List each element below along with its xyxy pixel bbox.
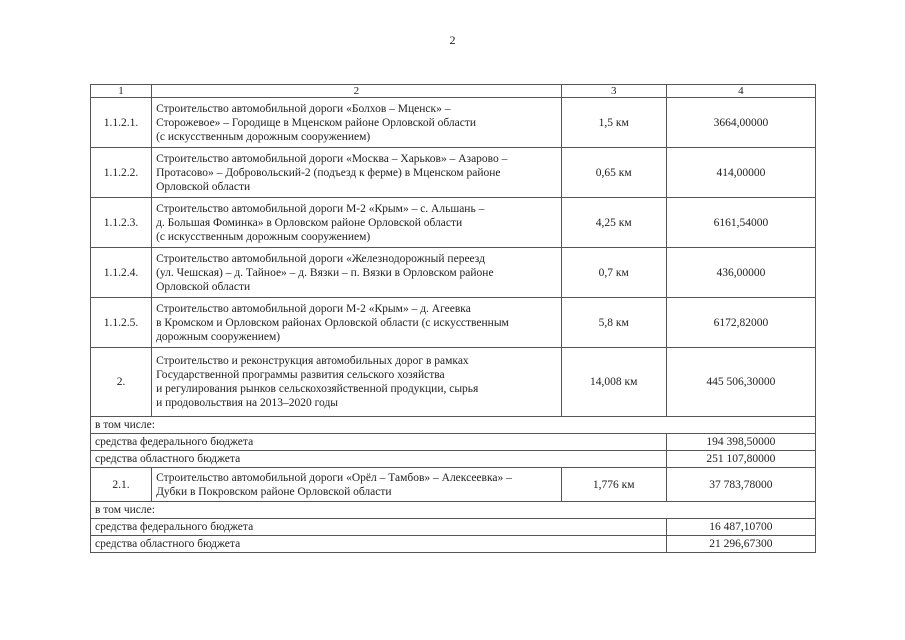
roads-table [90, 84, 816, 553]
program-including-label: в том числе: [91, 417, 816, 434]
row-number: 1.1.2.2. [91, 148, 152, 198]
row-description: Строительство автомобильной дороги М-2 «Крым» – с. Альшань – д. Большая Фоминка» в Орловском районе Орловской области (с искусственным дорожным сооружением) [152, 198, 562, 248]
program-amount: 445 506,30000 [666, 348, 815, 417]
row-amount: 6172,82000 [666, 298, 815, 348]
program-federal-row [91, 434, 816, 451]
table-row [91, 98, 816, 148]
header-col-2: 2 [152, 85, 562, 98]
program-regional-row [91, 451, 816, 468]
header-col-3: 3 [561, 85, 666, 98]
row-length: 5,8 км [561, 298, 666, 348]
page-number: 2 [449, 33, 456, 47]
row-length: 0,65 км [561, 148, 666, 198]
row-description: Строительство автомобильной дороги «Железнодорожный переезд (ул. Чешская) – д. Тайное» – д. Вязки – п. Вязки в Орловском районе Орловской области [152, 248, 562, 298]
row-length: 4,25 км [561, 198, 666, 248]
row-amount: 436,00000 [666, 248, 815, 298]
row-amount: 3664,00000 [666, 98, 815, 148]
program-row [91, 348, 816, 417]
program-federal-label: средства федерального бюджета [91, 434, 667, 451]
table-row [91, 198, 816, 248]
row-number: 1.1.2.4. [91, 248, 152, 298]
subprogram-federal-label: средства федерального бюджета [91, 519, 667, 536]
row-amount: 6161,54000 [666, 198, 815, 248]
row-length: 0,7 км [561, 248, 666, 298]
subprogram-regional-amount: 21 296,67300 [666, 536, 815, 553]
subprogram-including-row [91, 502, 816, 519]
header-col-4: 4 [666, 85, 815, 98]
subprogram-including-label: в том числе: [91, 502, 816, 519]
subprogram-federal-row [91, 519, 816, 536]
row-number: 1.1.2.5. [91, 298, 152, 348]
row-description: Строительство автомобильной дороги «Болхов – Мценск» – Сторожевое» – Городище в Мценском районе Орловской области (с искусственным дорожным сооружением) [152, 98, 562, 148]
row-number: 1.1.2.3. [91, 198, 152, 248]
table-header-row [91, 85, 816, 98]
row-length: 1,5 км [561, 98, 666, 148]
row-amount: 414,00000 [666, 148, 815, 198]
program-length: 14,008 км [561, 348, 666, 417]
subprogram-regional-row [91, 536, 816, 553]
row-number: 1.1.2.1. [91, 98, 152, 148]
subprogram-number: 2.1. [91, 468, 152, 502]
table-row [91, 248, 816, 298]
header-col-1: 1 [91, 85, 152, 98]
program-number: 2. [91, 348, 152, 417]
program-regional-label: средства областного бюджета [91, 451, 667, 468]
subprogram-regional-label: средства областного бюджета [91, 536, 667, 553]
program-regional-amount: 251 107,80000 [666, 451, 815, 468]
subprogram-length: 1,776 км [561, 468, 666, 502]
table-row [91, 298, 816, 348]
table-row [91, 148, 816, 198]
row-description: Строительство автомобильной дороги М-2 «Крым» – д. Агеевка в Кромском и Орловском районах Орловской области (с искусственным дорожным сооружением) [152, 298, 562, 348]
subprogram-row [91, 468, 816, 502]
program-description: Строительство и реконструкция автомобильных дорог в рамках Государственной программы развития сельского хозяйства и регулирования рынков сельскохозяйственной продукции, сырья и продовольствия на 2013–2020 годы [152, 348, 562, 417]
subprogram-federal-amount: 16 487,10700 [666, 519, 815, 536]
row-description: Строительство автомобильной дороги «Москва – Харьков» – Азарово – Протасово» – Добровольский-2 (подъезд к ферме) в Мценском районе Орловской области [152, 148, 562, 198]
subprogram-amount: 37 783,78000 [666, 468, 815, 502]
subprogram-description: Строительство автомобильной дороги «Орёл – Тамбов» – Алексеевка» – Дубки в Покровском районе Орловской области [152, 468, 562, 502]
program-federal-amount: 194 398,50000 [666, 434, 815, 451]
program-including-row [91, 417, 816, 434]
